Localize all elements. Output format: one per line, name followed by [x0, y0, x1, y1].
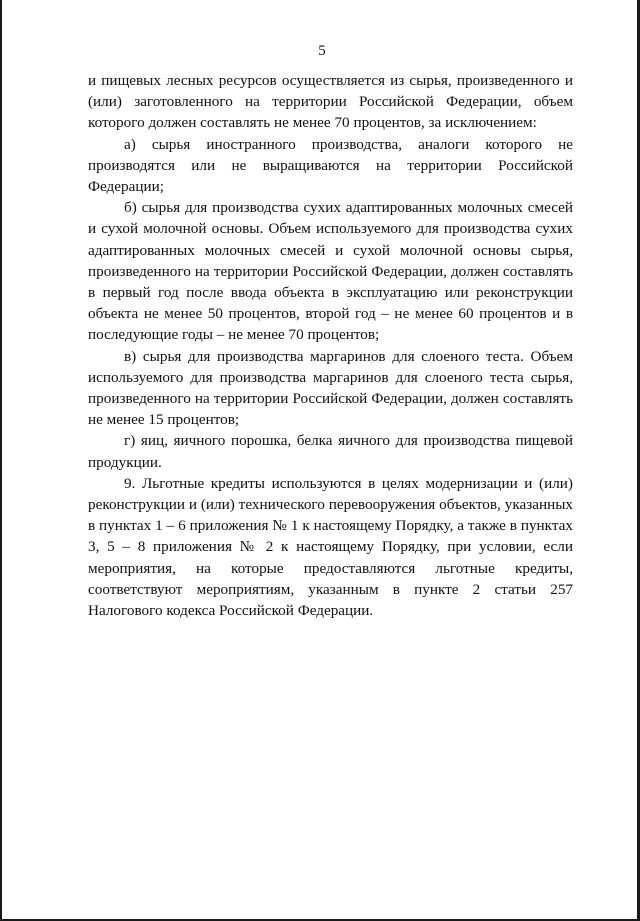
- paragraph-item-b: б) сырья для производства сухих адаптированных молочных смесей и сухой молочной основы. Объем используемого для производства сухих адаптированных молочных смесей и сухой молочной основы сырья, произведенного на территории Российской Федерации, должен составлять в первый год после ввода объекта в эксплуатацию или реконструкции объекта не менее 50 процентов, второй год – не менее 60 процентов и в последующие годы – не менее 70 процентов;: [88, 199, 573, 344]
- paragraph-continuation: и пищевых лесных ресурсов осуществляется из сырья, произведенного и (или) заготовленного на территории Российской Федерации, объем которого должен составлять не менее 70 процентов, за исключением:: [88, 72, 573, 132]
- page-number: 5: [318, 43, 326, 59]
- paragraph-item-g: г) яиц, яичного порошка, белка яичного для производства пищевой продукции.: [88, 432, 573, 471]
- paragraph-clause-9: 9. Льготные кредиты используются в целях модернизации и (или) реконструкции и (или) технического перевооружения объектов, указанных в пунктах 1 – 6 приложения № 1 к настоящему Порядку, а также в пунктах 3, 5 – 8 приложения № 2 к настоящему Порядку, при условии, если мероприятия, на которые предоставляются льготные кредиты, соответствуют мероприятиям, указанным в пункте 2 статьи 257 Налогового кодекса Российской Федерации.: [88, 474, 573, 620]
- document-body: [88, 70, 573, 621]
- paragraph-item-a: а) сырья иностранного производства, аналоги которого не производятся или не выращиваются на территории Российской Федерации;: [88, 135, 573, 196]
- paragraph-item-v: в) сырья для производства маргаринов для слоеного теста. Объем используемого для производства маргаринов для слоеного теста сырья, произведенного на территории Российской Федерации, должен составлять не менее 15 процентов;: [88, 347, 573, 429]
